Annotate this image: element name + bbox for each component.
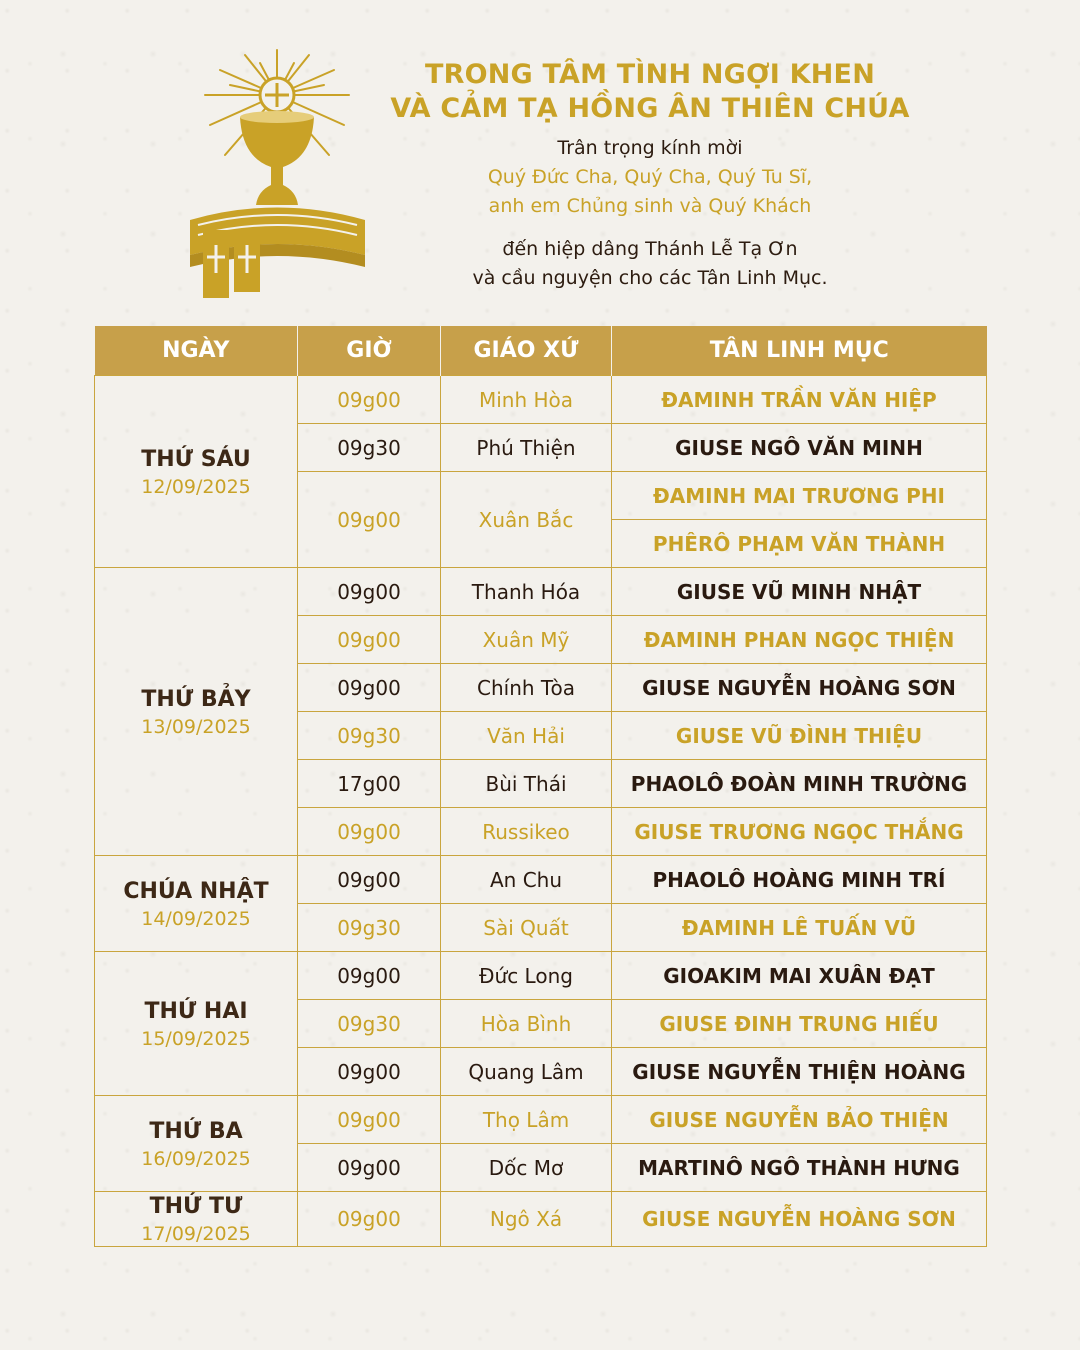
time-cell: 09g00	[298, 664, 441, 712]
table-row	[95, 856, 987, 904]
table-header-row	[95, 326, 987, 376]
table-row	[95, 1096, 987, 1144]
priest-cell: ĐAMINH PHAN NGỌC THIỆN	[612, 616, 987, 664]
time-cell: 09g00	[298, 1144, 441, 1192]
time-cell: 09g00	[298, 376, 441, 424]
time-cell: 09g30	[298, 712, 441, 760]
table-row	[95, 568, 987, 616]
parish-cell: Russikeo	[441, 808, 612, 856]
time-cell: 09g30	[298, 424, 441, 472]
guests-line-2: anh em Chủng sinh và Quý Khách	[488, 195, 812, 217]
parish-cell: Quang Lâm	[441, 1048, 612, 1096]
priest-cell: GIUSE TRƯƠNG NGỌC THẮNG	[612, 808, 987, 856]
day-cell	[95, 952, 298, 1096]
time-cell: 09g00	[298, 952, 441, 1000]
time-cell: 09g00	[298, 472, 441, 568]
parish-cell: Minh Hòa	[441, 376, 612, 424]
time-cell: 09g00	[298, 1096, 441, 1144]
parish-cell: Hòa Bình	[441, 1000, 612, 1048]
day-cell	[95, 1096, 298, 1192]
invitation-header	[370, 58, 930, 293]
day-cell	[95, 856, 298, 952]
priest-cell: PHAOLÔ HOÀNG MINH TRÍ	[612, 856, 987, 904]
priest-cell: GIUSE VŨ MINH NHẬT	[612, 568, 987, 616]
time-cell: 17g00	[298, 760, 441, 808]
schedule-table	[94, 326, 987, 1247]
day-date: 13/09/2025	[141, 715, 251, 738]
invite-line: Trân trọng kính mời	[557, 137, 743, 159]
parish-cell: Sài Quất	[441, 904, 612, 952]
priest-cell: ĐAMINH TRẦN VĂN HIỆP	[612, 376, 987, 424]
day-name: THỨ HAI	[144, 998, 248, 1024]
priest-cell: GIUSE NGUYỄN HOÀNG SƠN	[612, 664, 987, 712]
parish-cell: Thọ Lâm	[441, 1096, 612, 1144]
table-row	[95, 952, 987, 1000]
day-date: 16/09/2025	[141, 1147, 251, 1170]
priest-cell: GIUSE ĐINH TRUNG HIẾU	[612, 1000, 987, 1048]
parish-cell: Chính Tòa	[441, 664, 612, 712]
time-cell: 09g00	[298, 1048, 441, 1096]
table-row	[95, 1192, 987, 1247]
column-header-time: GIỜ	[298, 326, 441, 376]
priest-cell: PHÊRÔ PHẠM VĂN THÀNH	[612, 520, 987, 568]
priest-cell: GIUSE NGUYỄN HOÀNG SƠN	[612, 1192, 987, 1247]
day-cell	[95, 568, 298, 856]
time-cell: 09g00	[298, 616, 441, 664]
time-cell: 09g30	[298, 1000, 441, 1048]
priest-cell: GIOAKIM MAI XUÂN ĐẠT	[612, 952, 987, 1000]
day-date: 17/09/2025	[141, 1223, 251, 1245]
parish-cell: Xuân Bắc	[441, 472, 612, 568]
priest-cell: GIUSE NGUYỄN BẢO THIỆN	[612, 1096, 987, 1144]
time-cell: 09g00	[298, 1192, 441, 1247]
parish-cell: An Chu	[441, 856, 612, 904]
day-name: THỨ BA	[149, 1118, 243, 1144]
day-date: 15/09/2025	[141, 1027, 251, 1050]
priest-cell: MARTINÔ NGÔ THÀNH HƯNG	[612, 1144, 987, 1192]
column-header-parish: GIÁO XỨ	[441, 326, 612, 376]
priest-cell: GIUSE VŨ ĐÌNH THIỆU	[612, 712, 987, 760]
time-cell: 09g00	[298, 856, 441, 904]
parish-cell: Xuân Mỹ	[441, 616, 612, 664]
day-date: 12/09/2025	[141, 475, 251, 498]
parish-cell: Văn Hải	[441, 712, 612, 760]
day-name: THỨ SÁU	[141, 446, 251, 472]
purpose-line-1: đến hiệp dâng Thánh Lễ Tạ Ơn	[502, 238, 798, 260]
parish-cell: Ngô Xá	[441, 1192, 612, 1247]
parish-cell: Bùi Thái	[441, 760, 612, 808]
day-date: 14/09/2025	[141, 907, 251, 930]
column-header-priest: TÂN LINH MỤC	[612, 326, 987, 376]
day-name: THỨ TƯ	[149, 1194, 243, 1219]
priest-cell: GIUSE NGÔ VĂN MINH	[612, 424, 987, 472]
table-row	[95, 376, 987, 424]
day-name: THỨ BẢY	[141, 686, 251, 712]
parish-cell: Dốc Mơ	[441, 1144, 612, 1192]
column-header-date: NGÀY	[95, 326, 298, 376]
day-cell	[95, 1192, 298, 1247]
priest-cell: ĐAMINH LÊ TUẤN VŨ	[612, 904, 987, 952]
day-cell	[95, 376, 298, 568]
time-cell: 09g00	[298, 568, 441, 616]
time-cell: 09g00	[298, 808, 441, 856]
title-line-2: VÀ CẢM TẠ HỒNG ÂN THIÊN CHÚA	[390, 93, 910, 124]
priest-cell: GIUSE NGUYỄN THIỆN HOÀNG	[612, 1048, 987, 1096]
time-cell: 09g30	[298, 904, 441, 952]
purpose-line-2: và cầu nguyện cho các Tân Linh Mục.	[472, 267, 828, 289]
chalice-book-icon	[170, 45, 385, 305]
parish-cell: Đức Long	[441, 952, 612, 1000]
guests-line-1: Quý Đức Cha, Quý Cha, Quý Tu Sĩ,	[487, 166, 813, 188]
parish-cell: Thanh Hóa	[441, 568, 612, 616]
title-line-1: TRONG TÂM TÌNH NGỢI KHEN	[424, 59, 875, 90]
parish-cell: Phú Thiện	[441, 424, 612, 472]
day-name: CHÚA NHẬT	[123, 878, 269, 904]
priest-cell: ĐAMINH MAI TRƯƠNG PHI	[612, 472, 987, 520]
priest-cell: PHAOLÔ ĐOÀN MINH TRƯỜNG	[612, 760, 987, 808]
